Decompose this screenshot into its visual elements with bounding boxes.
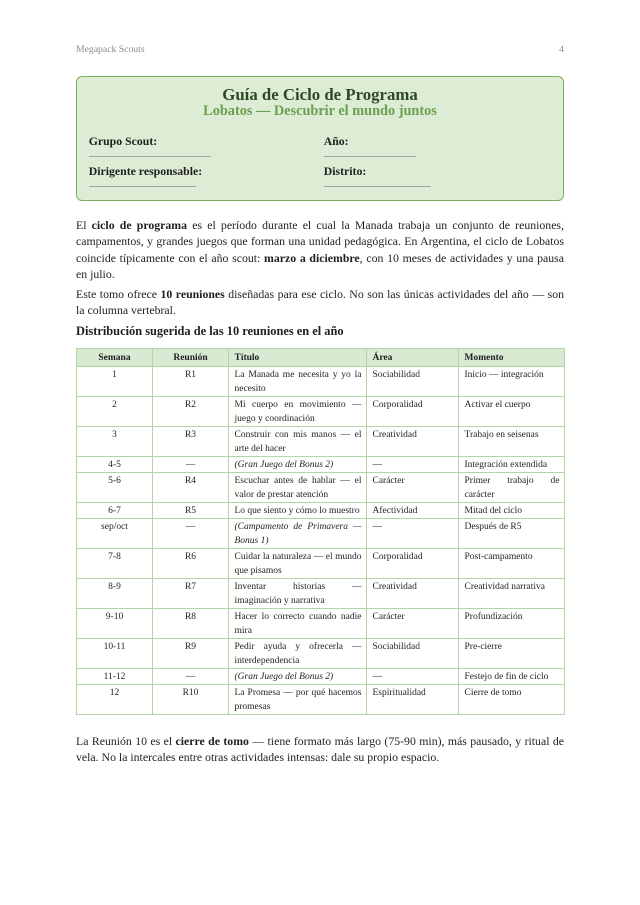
table-row [77,427,565,457]
cell-momento: Cierre de tomo [459,685,565,715]
field-dirigente-responsable [89,163,324,187]
cell-momento: Primer trabajo de carácter [459,473,565,503]
cell-titulo: (Gran Juego del Bonus 2) [229,669,367,685]
cell-titulo: Escuchar antes de hablar — el valor de prestar atención [229,473,367,503]
table-row [77,639,565,669]
cell-semana: 3 [77,427,153,457]
cell-reunion: — [153,457,229,473]
cell-momento: Inicio — integración [459,367,565,397]
column-header-titulo: Título [229,349,367,367]
cell-semana: 6-7 [77,503,153,519]
table-header [77,349,565,367]
cell-momento: Festejo de fin de ciclo [459,669,565,685]
table-row [77,519,565,549]
cell-area: Carácter [367,609,459,639]
cell-titulo: Inventar historias — imaginación y narrativa [229,579,367,609]
table-row [77,397,565,427]
table-row [77,503,565,519]
paragraph-text: es el período durante el cual la Manada trabaja un conjunto de reuniones, campamentos, y grandes juegos que forman una unidad pedagógica. En Argentina, el ciclo de Lobatos coincide típicamente con el año scout: [76,217,564,265]
intro-paragraph-cycle [76,217,564,283]
cell-titulo: (Gran Juego del Bonus 2) [229,457,367,473]
cell-titulo: Lo que siento y cómo lo muestro [229,503,367,519]
write-in-line [324,186,431,187]
closing-paragraph [76,733,564,766]
cell-titulo: La Promesa — por qué hacemos promesas [229,685,367,715]
cell-semana: 9-10 [77,609,153,639]
cell-area: Creatividad [367,579,459,609]
cell-area: Corporalidad [367,397,459,427]
page-number: 4 [559,44,564,55]
distribution-table-body [77,367,565,715]
field-ano [324,133,552,157]
emphasis-text: cierre de tomo [175,733,249,748]
write-in-line [89,156,211,157]
cell-momento: Post-campamento [459,549,565,579]
cell-momento: Mitad del ciclo [459,503,565,519]
program-guide-box [76,76,564,201]
running-header-title: Megapack Scouts [76,44,145,55]
program-guide-title: Guía de Ciclo de Programa [222,85,418,105]
field-grupo-scout [89,133,324,157]
cell-momento: Después de R5 [459,519,565,549]
column-header-area: Área [367,349,459,367]
paragraph-text: El [76,217,92,232]
write-in-line [324,156,416,157]
cell-reunion: — [153,669,229,685]
cell-semana: 11-12 [77,669,153,685]
column-header-reunion: Reunión [153,349,229,367]
cell-area: — [367,669,459,685]
cell-titulo: Hacer lo correcto cuando nadie mira [229,609,367,639]
field-distrito [324,163,552,187]
cell-titulo: Pedir ayuda y ofrecerla — interdependencia [229,639,367,669]
table-row [77,669,565,685]
table-row [77,473,565,503]
paragraph-text: Este tomo ofrece [76,286,161,301]
cell-momento: Creatividad narrativa [459,579,565,609]
column-header-momento: Momento [459,349,565,367]
cell-momento: Activar el cuerpo [459,397,565,427]
write-in-line [89,186,196,187]
cell-reunion: — [153,519,229,549]
field-label: Dirigente responsable: [88,163,203,178]
cell-momento: Integración extendida [459,457,565,473]
cell-titulo: La Manada me necesita y yo la necesito [229,367,367,397]
distribution-table [76,348,565,715]
field-label: Año: [323,133,349,148]
cell-semana: sep/oct [77,519,153,549]
cell-reunion: R5 [153,503,229,519]
cell-area: Sociabilidad [367,367,459,397]
cell-reunion: R6 [153,549,229,579]
cell-area: — [367,519,459,549]
cell-reunion: R4 [153,473,229,503]
program-guide-fields [89,133,552,187]
cell-reunion: R3 [153,427,229,457]
intro-paragraph-volume [76,286,564,319]
paragraph-text: diseñadas para ese ciclo. No son las únicas actividades del año — son la columna vertebral. [76,286,564,318]
cell-semana: 2 [77,397,153,427]
paragraph-text: — tiene formato más largo (75-90 min), más pausado, y ritual de vela. No la intercales entre otras actividades intensas: dale su propio espacio. [76,733,564,765]
table-row [77,549,565,579]
cell-reunion: R8 [153,609,229,639]
cell-semana: 8-9 [77,579,153,609]
section-heading: Distribución sugerida de las 10 reuniones en el año [76,323,344,338]
cell-area: Espiritualidad [367,685,459,715]
cell-area: Creatividad [367,427,459,457]
paragraph-text: , con 10 meses de actividades y una pausa en julio. [76,250,564,282]
table-row [77,609,565,639]
table-row [77,685,565,715]
table-row [77,367,565,397]
cell-titulo: Mi cuerpo en movimiento — juego y coordinación [229,397,367,427]
emphasis-text: marzo a diciembre [264,250,360,265]
running-header [76,43,564,57]
emphasis-text: 10 reuniones [160,286,225,301]
page-content [76,76,564,766]
cell-semana: 1 [77,367,153,397]
cell-reunion: R10 [153,685,229,715]
table-row [77,579,565,609]
table-header-row [77,349,565,367]
cell-momento: Pre-cierre [459,639,565,669]
cell-reunion: R7 [153,579,229,609]
cell-reunion: R9 [153,639,229,669]
cell-semana: 4-5 [77,457,153,473]
cell-area: Carácter [367,473,459,503]
paragraph-text: La Reunión 10 es el [76,733,176,748]
cell-area: Sociabilidad [367,639,459,669]
cell-momento: Profundización [459,609,565,639]
cell-reunion: R1 [153,367,229,397]
cell-titulo: Construir con mis manos — el arte del hacer [229,427,367,457]
program-guide-subtitle: Lobatos — Descubrir el mundo juntos [203,103,437,120]
emphasis-text: ciclo de programa [91,217,188,232]
column-header-semana: Semana [77,349,153,367]
field-label: Grupo Scout: [88,133,158,148]
cell-area: Afectividad [367,503,459,519]
table-row [77,457,565,473]
cell-momento: Trabajo en seisenas [459,427,565,457]
cell-area: — [367,457,459,473]
cell-reunion: R2 [153,397,229,427]
cell-titulo: Cuidar la naturaleza — el mundo que pisamos [229,549,367,579]
cell-area: Corporalidad [367,549,459,579]
cell-semana: 7-8 [77,549,153,579]
cell-titulo: (Campamento de Primavera — Bonus 1) [229,519,367,549]
cell-semana: 10-11 [77,639,153,669]
cell-semana: 5-6 [77,473,153,503]
field-label: Distrito: [323,163,367,178]
cell-semana: 12 [77,685,153,715]
